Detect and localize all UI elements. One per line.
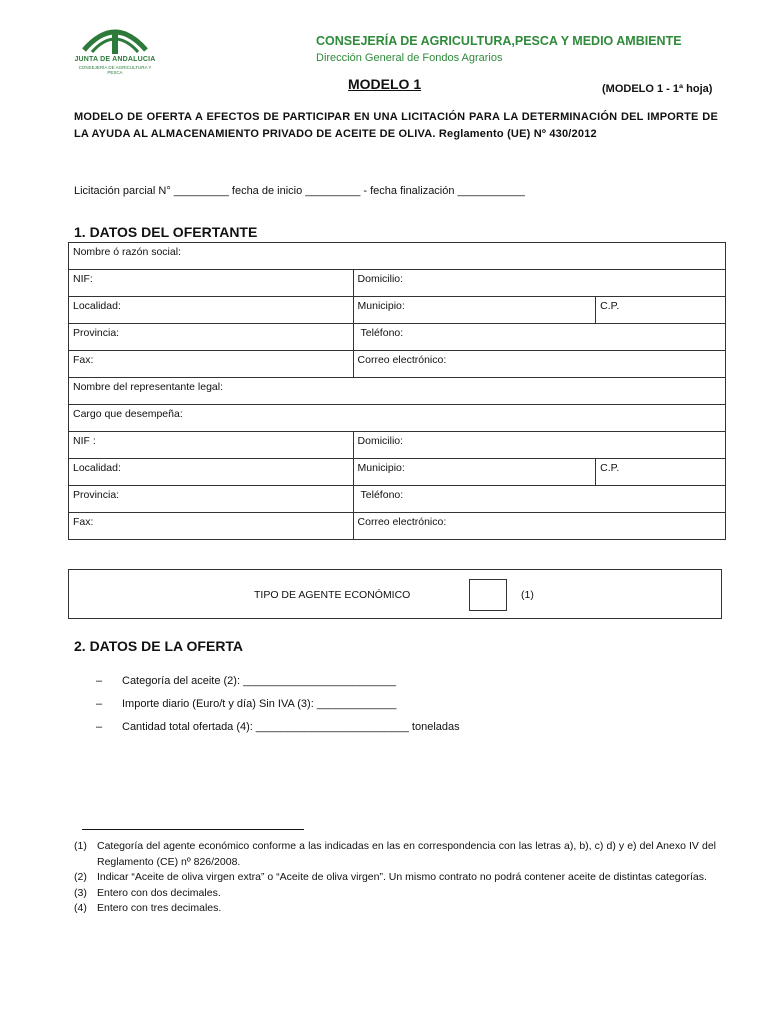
footnote <box>74 870 716 886</box>
bullet-dash: – <box>96 675 103 687</box>
department-name: Dirección General de Fondos Agrarios <box>316 52 503 64</box>
offer-item-label: Categoría del aceite (2): _________________________ <box>122 675 397 687</box>
cargo-field[interactable]: Cargo que desempeña: <box>69 405 726 432</box>
model-page: (MODELO 1 - 1ª hoja) <box>602 83 713 95</box>
fax-field[interactable]: Fax: <box>69 351 354 378</box>
municipio-field[interactable]: Municipio: <box>353 297 596 324</box>
offer-item-cantidad[interactable] <box>96 721 460 733</box>
footnote-text: Entero con dos decimales. <box>97 886 221 899</box>
ofertante-table <box>68 242 726 540</box>
cp-field[interactable]: C.P. <box>596 297 726 324</box>
representante-field[interactable]: Nombre del representante legal: <box>69 378 726 405</box>
section1-title: 1. DATOS DEL OFERTANTE <box>74 224 258 240</box>
rep-telefono-field[interactable]: Teléfono: <box>353 486 725 513</box>
logo-text: JUNTA DE ANDALUCIA <box>74 56 156 63</box>
rep-provincia-field[interactable]: Provincia: <box>69 486 354 513</box>
telefono-field[interactable]: Teléfono: <box>353 324 725 351</box>
rep-nif-field[interactable]: NIF : <box>69 432 354 459</box>
bullet-dash: – <box>96 721 103 733</box>
agent-type-note: (1) <box>521 589 534 601</box>
footnote-divider <box>82 829 304 830</box>
offer-item-label: Importe diario (Euro/t y día) Sin IVA (3): _____________ <box>122 698 397 710</box>
model-title: MODELO 1 <box>348 76 422 92</box>
agent-type-label: TIPO DE AGENTE ECONÓMICO <box>254 589 411 601</box>
rep-localidad-field[interactable]: Localidad: <box>69 459 354 486</box>
footnote-text: Indicar “Aceite de oliva virgen extra” o “Aceite de oliva virgen”. Un mismo contrato no podrá contener aceite de distintas categorías. <box>97 871 707 883</box>
licitacion-line: Licitación parcial N° _________ fecha de inicio _________ - fecha finalización ___________ <box>74 185 525 197</box>
rep-correo-field[interactable]: Correo electrónico: <box>353 513 725 540</box>
footnote-number: (3) <box>74 886 87 899</box>
footnote-text: Categoría del agente económico conforme a las indicadas en las en correspondencia con las letras a), b), c) d) y e) del Anexo IV del Reglamento (CE) nº 826/2008. <box>97 840 716 868</box>
section2-title: 2. DATOS DE LA OFERTA <box>74 638 244 654</box>
intro-heading: MODELO DE OFERTA A EFECTOS DE PARTICIPAR EN UNA LICITACIÓN PARA LA DETERMINACIÓN DEL IMPORTE DE LA AYUDA AL ALMACENAMIENTO PRIVADO DE ACEITE DE OLIVA. Reglamento (UE) Nº 430/2012 <box>74 111 718 140</box>
offer-item-label: Cantidad total ofertada (4): _________________________ toneladas <box>122 721 460 733</box>
rep-domicilio-field[interactable]: Domicilio: <box>353 432 725 459</box>
offer-item-importe[interactable] <box>96 698 396 710</box>
domicilio-field[interactable]: Domicilio: <box>353 270 725 297</box>
nombre-field[interactable]: Nombre ó razón social: <box>69 243 726 270</box>
footnote-text: Entero con tres decimales. <box>97 902 222 914</box>
logo-arch-icon <box>74 20 156 56</box>
junta-logo <box>74 20 156 76</box>
rep-fax-field[interactable]: Fax: <box>69 513 354 540</box>
nif-field[interactable]: NIF: <box>69 270 354 297</box>
agent-type-box <box>68 569 722 619</box>
footnote-number: (1) <box>74 840 87 852</box>
footnote-number: (4) <box>74 902 87 914</box>
offer-item-categoria[interactable] <box>96 675 396 687</box>
footnote <box>74 901 716 917</box>
organization-name: CONSEJERÍA DE AGRICULTURA,PESCA Y MEDIO AMBIENTE <box>316 34 682 48</box>
footnote <box>74 839 716 870</box>
footnote <box>74 886 716 902</box>
logo-subtext: CONSEJERÍA DE AGRICULTURA Y PESCA <box>78 65 152 75</box>
footnotes <box>74 839 716 917</box>
correo-field[interactable]: Correo electrónico: <box>353 351 725 378</box>
bullet-dash: – <box>96 698 103 710</box>
provincia-field[interactable]: Provincia: <box>69 324 354 351</box>
agent-type-input[interactable] <box>469 579 507 611</box>
localidad-field[interactable]: Localidad: <box>69 297 354 324</box>
rep-municipio-field[interactable]: Municipio: <box>353 459 596 486</box>
footnote-number: (2) <box>74 871 87 883</box>
rep-cp-field[interactable]: C.P. <box>596 459 726 486</box>
